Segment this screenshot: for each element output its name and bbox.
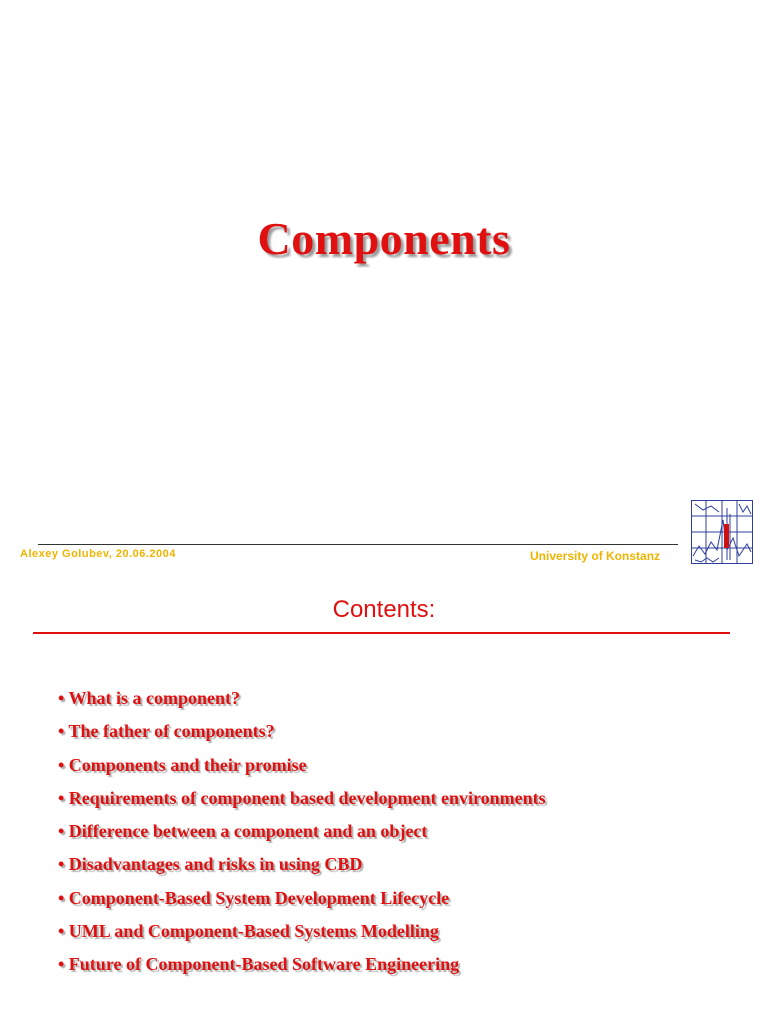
footer-divider [38, 544, 678, 545]
list-item: • Components and their promise [58, 754, 307, 775]
contents-list [58, 682, 546, 982]
list-item: • UML and Component-Based Systems Modelling [58, 921, 439, 942]
list-item: • Requirements of component based development environments [58, 787, 546, 808]
university-logo-icon [691, 500, 753, 564]
author-date: Alexey Golubev, 20.06.2004 [20, 548, 176, 560]
list-item: • Component-Based System Development Lifecycle [58, 887, 450, 908]
list-item: • What is a component? [58, 688, 240, 708]
contents-heading: Contents: [332, 596, 436, 623]
slide-title: Components [257, 213, 511, 264]
list-item: • Difference between a component and an object [58, 821, 428, 842]
contents-divider [33, 632, 730, 634]
list-item: • Disadvantages and risks in using CBD [58, 854, 363, 875]
list-item: • The father of components? [58, 721, 275, 742]
contents-slide [0, 575, 768, 1024]
list-item: • Future of Component-Based Software Engineering [58, 954, 460, 975]
university-name: University of Konstanz [530, 549, 661, 563]
